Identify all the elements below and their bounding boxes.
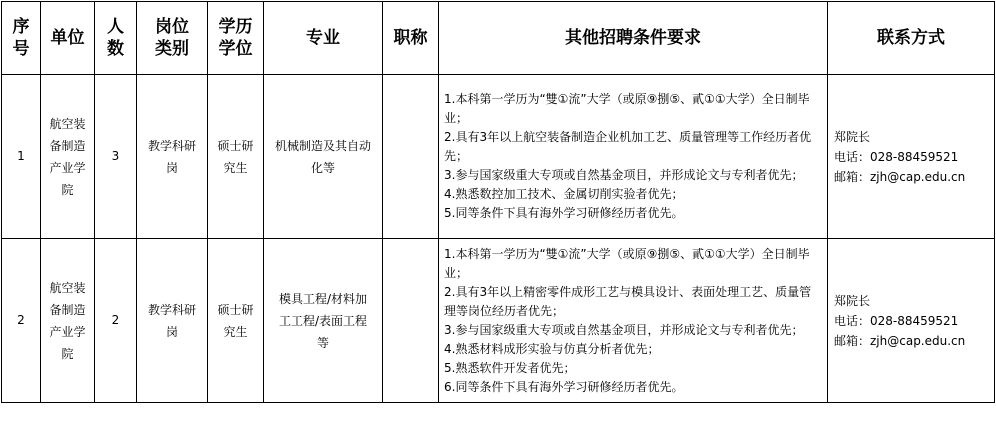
cell-seq: 2	[2, 239, 41, 403]
requirement-item: 2.具有3年以上精密零件成形工艺与模具设计、表面处理工艺、质量管理等岗位经历者优先；	[444, 284, 812, 318]
cell-contact	[828, 75, 995, 239]
cell-contact	[828, 239, 995, 403]
table-row	[2, 75, 995, 239]
requirement-item: 1.本科第一学历为“雙①流”大学（或原⑨捌⑤、貳①①大学）全日制毕业；	[444, 92, 810, 125]
requirement-item: 5.同等条件下具有海外学习研修经历者优先。	[444, 206, 684, 220]
requirement-item: 1.本科第一学历为“雙①流”大学（或原⑨捌⑤、貳①①大学）全日制毕业；	[444, 246, 810, 280]
cell-title	[383, 75, 439, 239]
recruitment-table	[1, 1, 995, 403]
contact-name: 郑院长	[834, 129, 871, 144]
header-contact: 联系方式	[828, 2, 995, 75]
header-seq: 序号	[2, 2, 41, 75]
cell-seq: 1	[2, 75, 41, 239]
cell-post-type: 教学科研岗	[137, 75, 208, 239]
header-requirements: 其他招聘条件要求	[439, 2, 828, 75]
contact-phone: 电话：028-88459521	[834, 149, 959, 164]
cell-unit: 航空装备制造产业学院	[41, 75, 95, 239]
cell-unit: 航空装备制造产业学院	[41, 239, 95, 403]
table-row	[2, 239, 995, 403]
requirement-item: 3.参与国家级重大专项或自然基金项目，并形成论文与专利者优先；	[444, 322, 804, 337]
header-unit: 单位	[41, 2, 95, 75]
cell-major: 模具工程/材料加工工程/表面工程等	[264, 239, 383, 403]
contact-name: 郑院长	[834, 293, 871, 308]
cell-degree: 硕士研究生	[208, 239, 264, 403]
header-post-type: 岗位类别	[137, 2, 208, 75]
contact-email: 邮箱：zjh@cap.edu.cn	[834, 169, 966, 184]
contact-email: 邮箱：zjh@cap.edu.cn	[834, 333, 966, 348]
header-major: 专业	[264, 2, 383, 75]
header-row	[2, 2, 995, 75]
cell-count: 3	[95, 75, 137, 239]
contact-phone: 电话：028-88459521	[834, 313, 959, 328]
cell-major: 机械制造及其自动化等	[264, 75, 383, 239]
requirement-item: 6.同等条件下具有海外学习研修经历者优先。	[444, 379, 684, 394]
requirement-item: 4.熟悉材料成形实验与仿真分析者优先；	[444, 341, 660, 356]
header-title: 职称	[383, 2, 439, 75]
requirement-item: 4.熟悉数控加工技术、金属切削实验者优先；	[444, 187, 684, 201]
header-count: 人数	[95, 2, 137, 75]
cell-count: 2	[95, 239, 137, 403]
requirement-item: 2.具有3年以上航空装备制造企业机加工艺、质量管理等工作经历者优先；	[444, 130, 812, 163]
requirement-item: 5.熟悉软件开发者优先；	[444, 360, 576, 375]
cell-degree: 硕士研究生	[208, 75, 264, 239]
cell-requirements	[439, 239, 828, 403]
cell-requirements	[439, 75, 828, 239]
cell-post-type: 教学科研岗	[137, 239, 208, 403]
cell-title	[383, 239, 439, 403]
header-degree: 学历学位	[208, 2, 264, 75]
requirement-item: 3.参与国家级重大专项或自然基金项目，并形成论文与专利者优先；	[444, 168, 804, 182]
